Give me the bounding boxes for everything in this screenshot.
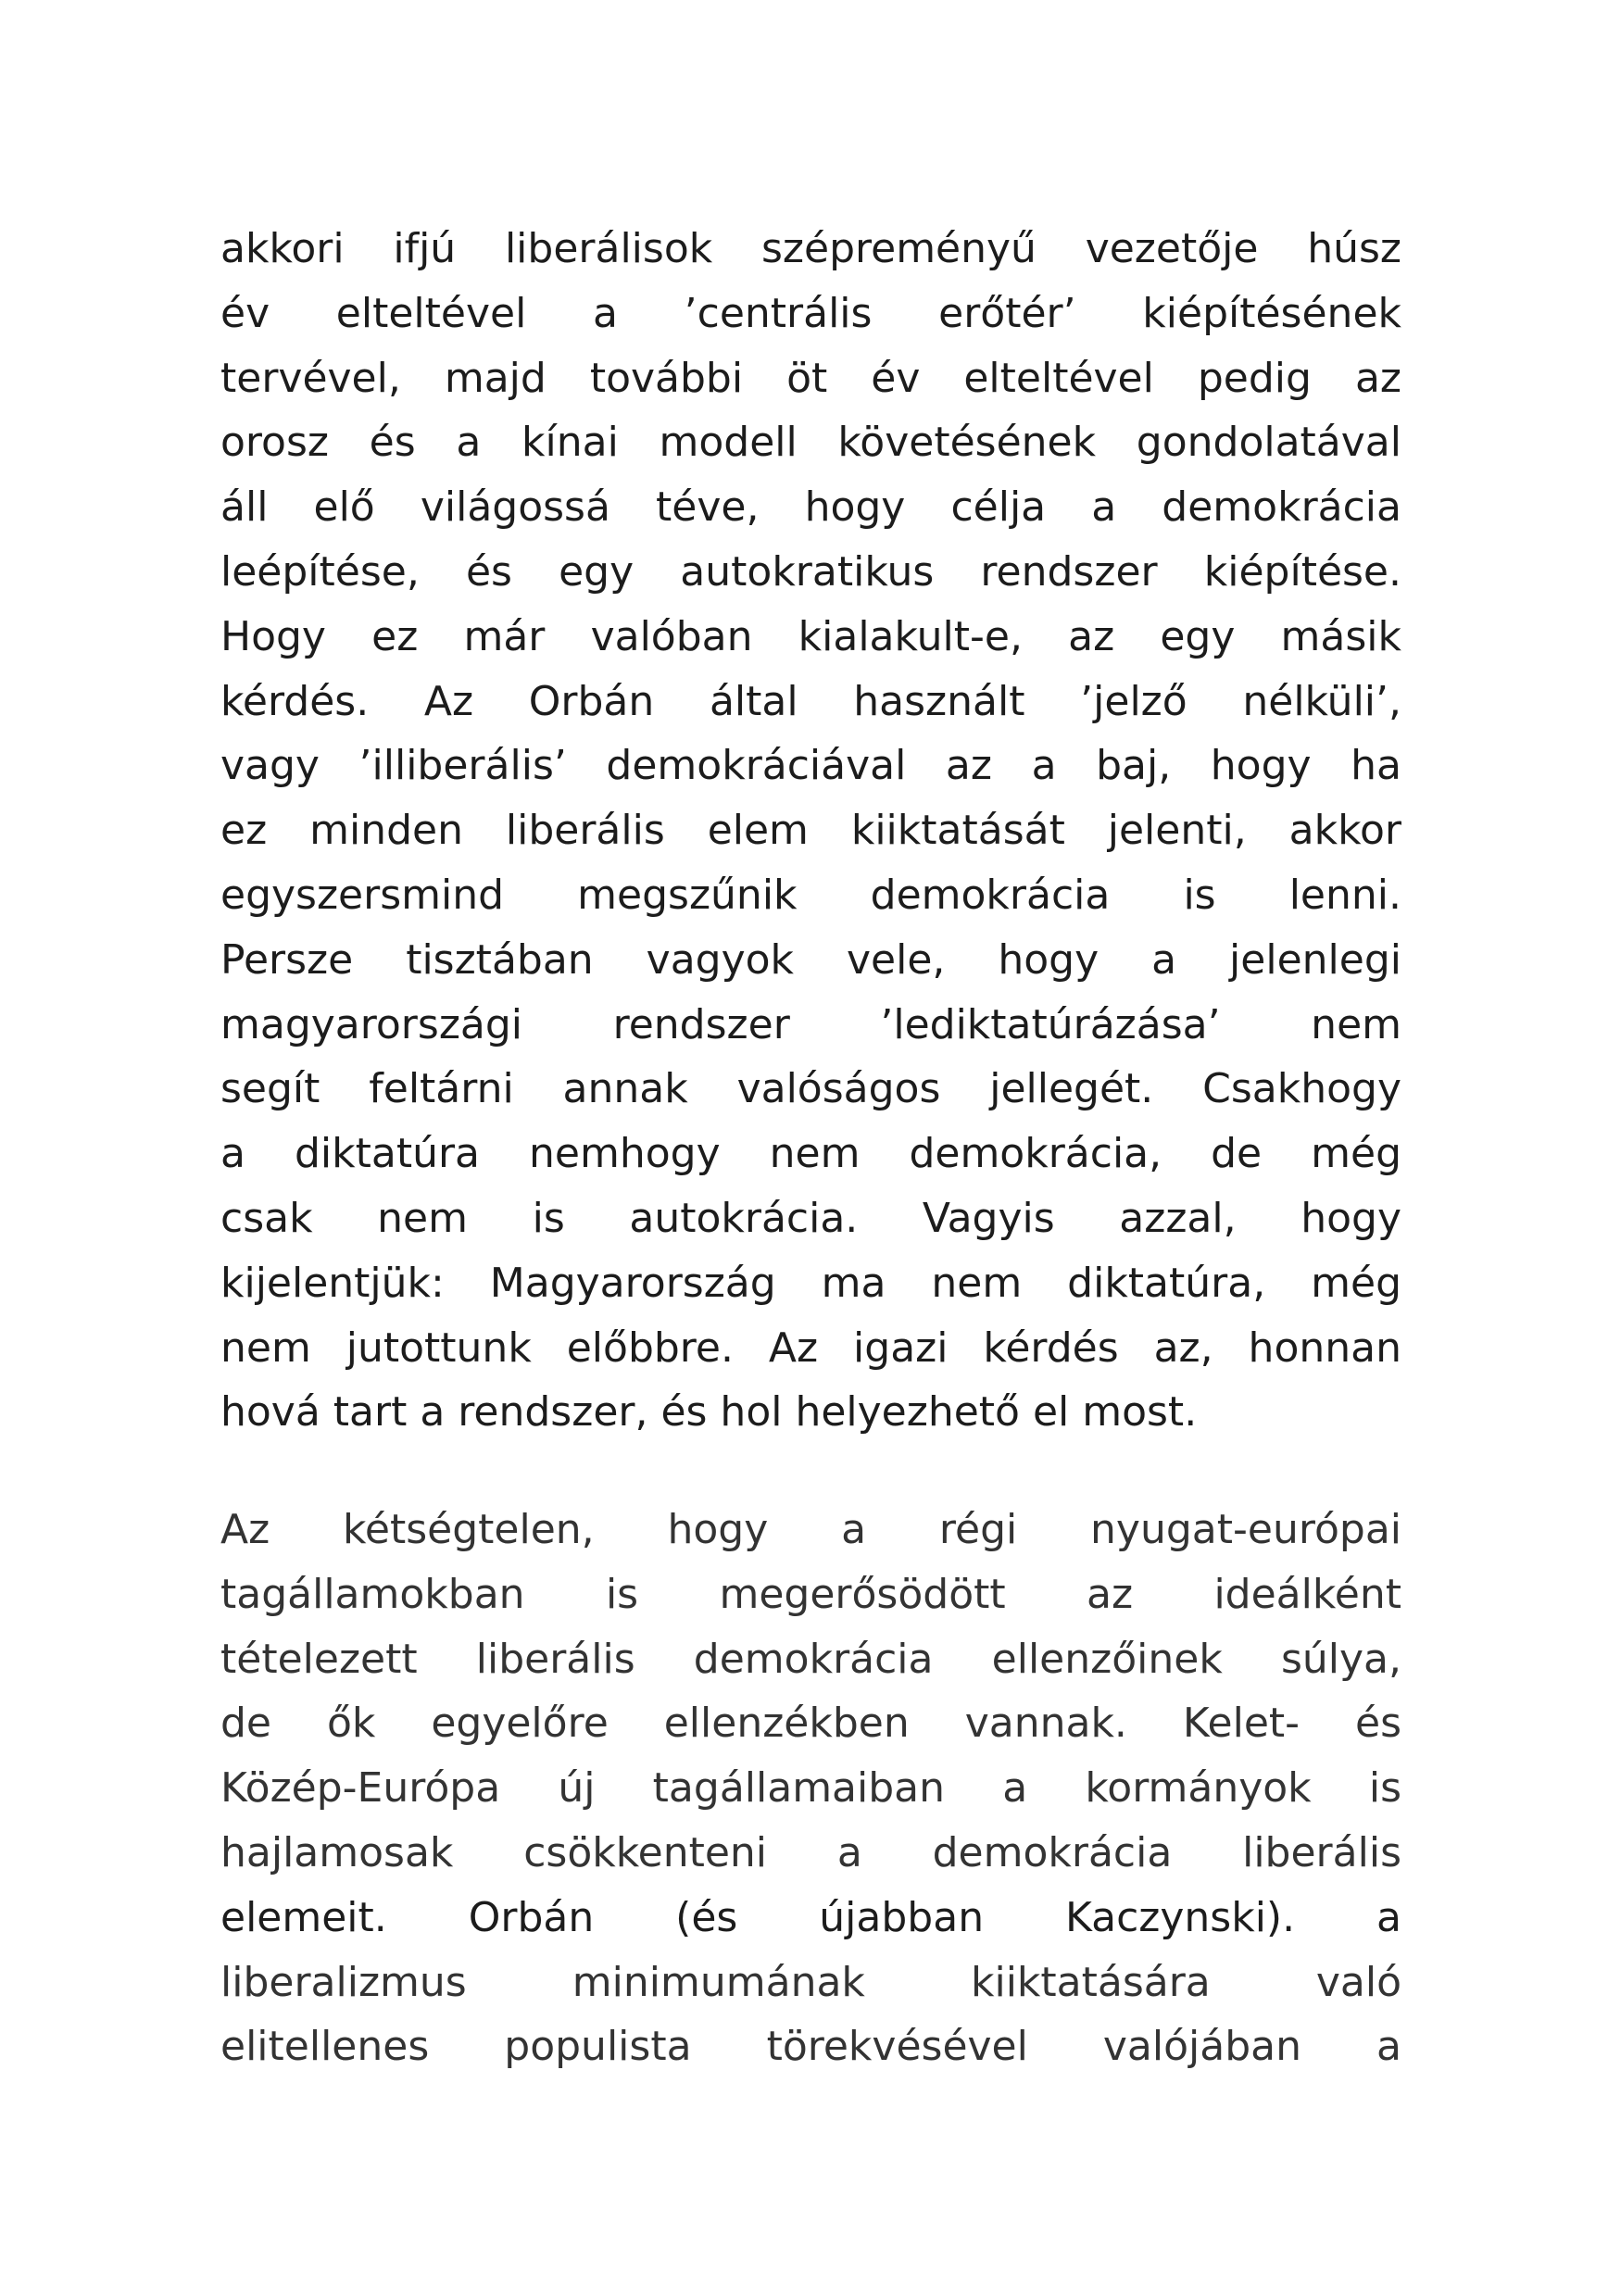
text-line: Az kétségtelen, hogy a régi nyugat-európai — [220, 1506, 1401, 1553]
text-line: orosz és a kínai modell követésének gondolatával — [220, 419, 1401, 467]
text-line: egyszersmind megszűnik demokrácia is lenni. — [220, 871, 1401, 919]
text-line: liberalizmus minimumának kiiktatására való — [220, 1958, 1401, 2006]
text-line: áll elő világossá téve, hogy célja a demokrácia — [220, 483, 1401, 532]
paragraph-1 — [220, 217, 1401, 1445]
text-line: kérdés. Az Orbán által használt ’jelző nélküli’, — [220, 677, 1401, 725]
text-line: tételezett liberális demokrácia ellenzőinek súlya, — [220, 1635, 1401, 1683]
text-line: csak nem is autokrácia. Vagyis azzal, hogy — [220, 1194, 1401, 1242]
text-line: nem jutottunk előbbre. Az igazi kérdés az, honnan — [220, 1324, 1401, 1372]
text-line: kijelentjük: Magyarország ma nem diktatúra, még — [220, 1259, 1401, 1307]
text-line: hová tart a rendszer, és hol helyezhető el most. — [220, 1388, 1198, 1437]
text-line: akkori ifjú liberálisok szépreményű vezetője húsz — [220, 225, 1401, 272]
text-line: segít feltárni annak valóságos jellegét. Csakhogy — [220, 1065, 1401, 1113]
text-line: magyarországi rendszer ’lediktatúrázása’ nem — [220, 1000, 1401, 1048]
text-line: vagy ’illiberális’ demokráciával az a baj, hogy ha — [220, 742, 1401, 790]
text-line: leépítése, és egy autokratikus rendszer kiépítése. — [220, 547, 1401, 596]
text-line: elemeit. Orbán (és újabban Kaczynski). a — [220, 1893, 1401, 1941]
text-line: tervével, majd további öt év elteltével pedig az — [220, 354, 1401, 402]
text-line: elitellenes populista törekvésével valójában a — [220, 2023, 1401, 2071]
text-line: év elteltével a ’centrális erőtér’ kiépítésének — [220, 289, 1401, 337]
text-line: Közép-Európa új tagállamaiban a kormányok is — [220, 1764, 1401, 1813]
text-line: tagállamokban is megerősödött az ideálként — [220, 1570, 1401, 1618]
text-line: Hogy ez már valóban kialakult-e, az egy másik — [220, 612, 1401, 660]
text-line: ez minden liberális elem kiiktatását jelenti, akkor — [220, 807, 1401, 855]
text-line: hajlamosak csökkenteni a demokrácia liberális — [220, 1828, 1401, 1876]
text-line: de ők egyelőre ellenzékben vannak. Kelet- és — [220, 1700, 1401, 1748]
text-line: a diktatúra nemhogy nem demokrácia, de még — [220, 1130, 1401, 1178]
paragraph-2 — [220, 1498, 1401, 2079]
text-line: Persze tisztában vagyok vele, hogy a jelenlegi — [220, 935, 1401, 984]
